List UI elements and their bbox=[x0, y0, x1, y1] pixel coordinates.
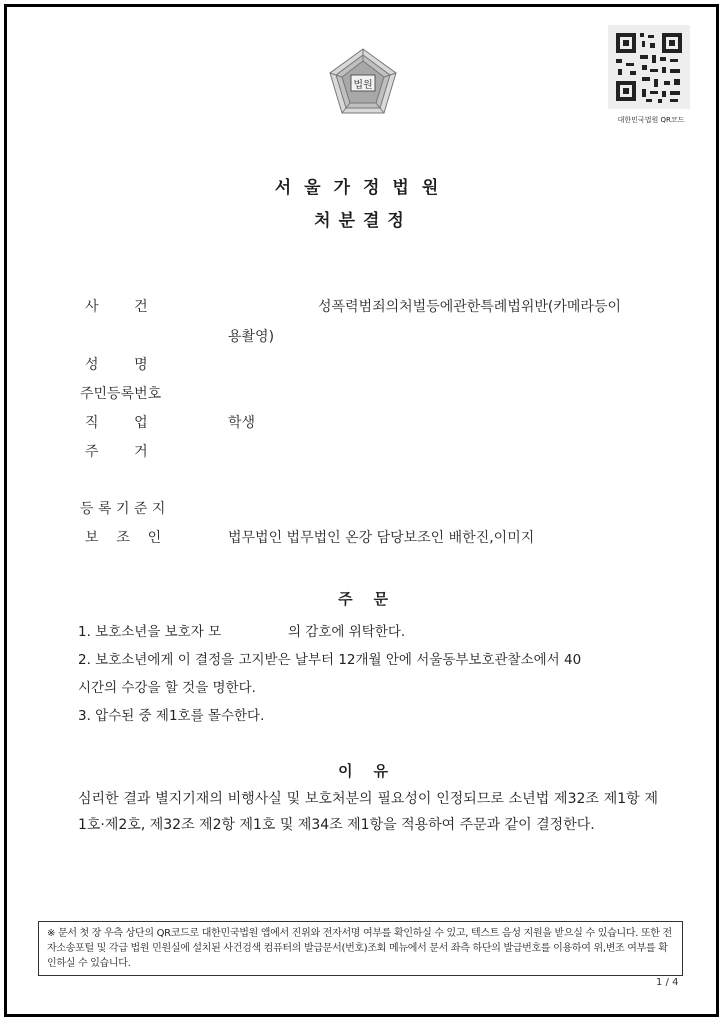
reason-heading: 이 유 bbox=[338, 762, 388, 780]
page-number: 1 / 4 bbox=[656, 977, 679, 988]
assistant-label: 보 조 인 bbox=[85, 530, 162, 546]
order-item-2-line2: 시간의 수강을 할 것을 명한다. bbox=[78, 680, 256, 696]
reason-text: 심리한 결과 별지기재의 비행사실 및 보호처분의 필요성이 인정되므로 소년법 제32조 제1항 제1호·제2호, 제32조 제2항 제1호 및 제34조 제1항을 적용하여 주문과 같이 결정한다. bbox=[78, 791, 658, 833]
court-name: 서울가정법원 bbox=[274, 178, 452, 198]
occupation-value: 학생 bbox=[228, 415, 256, 431]
emblem-label: 법원 bbox=[353, 80, 373, 91]
verification-notice: ※ 문서 첫 장 우측 상단의 QR코드로 대한민국법원 앱에서 진위와 전자서명 여부를 확인하실 수 있고, 텍스트 음성 지원을 받으실 수 있습니다. 또한 전자소송포털 및 각급 법원 민원실에 설치된 사건검색 컴퓨터의 발급문서(번호)조회 메뉴에서 문서 좌측 하단의 발급번호를 이용하여 위,변조 여부를 확인하실 수 있습니다. bbox=[38, 921, 683, 976]
registry-label: 등 록 기 준 지 bbox=[80, 501, 166, 517]
address-label: 주 거 bbox=[85, 444, 148, 460]
order-item-1b: 의 감호에 위탁한다. bbox=[288, 624, 406, 640]
order-item-1a: 1. 보호소년을 보호자 모 bbox=[78, 624, 222, 640]
case-value-line1: 성폭력범죄의처벌등에관한특례법위반(카메라등이 bbox=[318, 299, 621, 315]
case-label: 사 건 bbox=[85, 299, 148, 315]
name-label: 성 명 bbox=[85, 357, 148, 373]
resident-id-label: 주민등록번호 bbox=[80, 386, 162, 402]
qr-code-icon[interactable] bbox=[608, 25, 690, 109]
order-item-3: 3. 압수된 중 제1호를 몰수한다. bbox=[78, 708, 265, 724]
order-heading: 주 문 bbox=[338, 590, 388, 608]
qr-caption: 대한민국법원 QR코드 bbox=[617, 116, 685, 124]
court-emblem-icon bbox=[326, 45, 400, 119]
document-title: 처분결정 bbox=[314, 211, 412, 231]
case-value-line2: 용촬영) bbox=[228, 329, 275, 345]
assistant-value: 법무법인 법무법인 온강 담당보조인 배한진,이미지 bbox=[228, 530, 535, 546]
occupation-label: 직 업 bbox=[85, 415, 148, 431]
order-item-2-line1: 2. 보호소년에게 이 결정을 고지받은 날부터 12개월 안에 서울동부보호관찰소에서 40 bbox=[78, 652, 582, 668]
